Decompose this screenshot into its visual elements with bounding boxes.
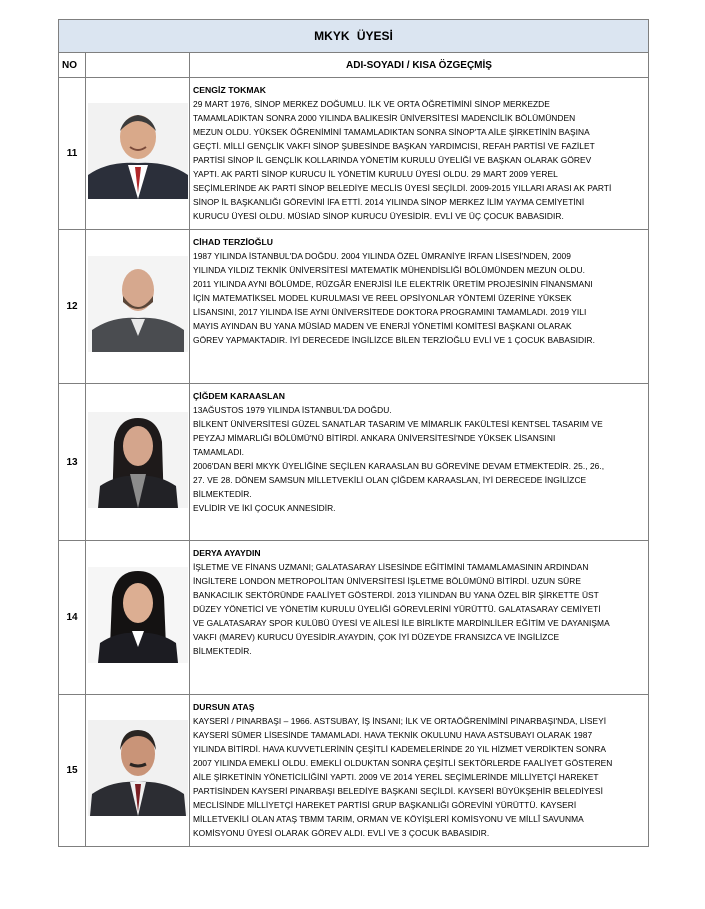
member-bio-cell [190, 78, 649, 230]
member-photo [88, 720, 188, 816]
row-number: 13 [59, 384, 86, 541]
row-number: 12 [59, 230, 86, 384]
member-photo-cell [86, 78, 190, 230]
header-row [59, 53, 649, 78]
member-photo-cell [86, 695, 190, 847]
member-bio-cell [190, 541, 649, 695]
member-bio: 29 MART 1976, SİNOP MERKEZ DOĞUMLU. İLK VE ORTA ÖĞRETİMİNİ SİNOP MERKEZDE TAMAMLADIKTAN SONRA 2000 YILINDA BALIKESİR ÜNİVERSİTESİ MADENCİLİK BÖLÜMÜNDEN MEZUN OLDU. YÜKSEK ÖĞRENİMİNİ TAMAMLADIKTAN SONRA SİNOP'TA AİLE ŞİRKETİNİN BAŞINA GEÇTİ. MİLLİ GENÇLİK VAKFI SİNOP ŞUBESİNDE BAŞKAN YARDIMCISI, REFAH PARTİSİ VE FAZİLET PARTİSİ SİNOP İL GENÇLİK KOLLARINDA YÖNETİM KURULU ÜYELİĞİ VE BAŞKAN OLARAK GÖREV YAPTI. AK PARTİ SİNOP KURUCU İL YÖNETİM KURULU ÜYESİ OLDU. 29 MART 2009 YEREL SEÇİMLERİNDE AK PARTİ SİNOP BELEDİYE MECLİS ÜYESİ SEÇİLDİ. 2009-2015 YILLARI ARASI AK PARTİ SİNOP İL BAŞKANLIĞI GÖREVİNİ İFA ETTİ. 2014 YILINDA SİNOP MERKEZ İLİM YAYMA CEMİYETİNİ KURUCU ÜYESİ OLDU. MÜSİAD SİNOP KURUCU ÜYESİDİR. EVLİ VE ÜÇ ÇOCUK BABASIDIR. [193, 99, 612, 221]
table-row [59, 541, 649, 695]
header-photo [86, 53, 190, 78]
header-no: NO [59, 53, 86, 78]
member-name: ÇİĞDEM KARAASLAN [193, 391, 285, 401]
member-bio-cell [190, 384, 649, 541]
member-bio: İŞLETME VE FİNANS UZMANI; GALATASARAY LİSESİNDE EĞİTİMİNİ TAMAMLAMASININ ARDINDAN İNGİLTERE LONDON METROPOLİTAN ÜNİVERSİTESİ İŞLETME BÖLÜMÜNÜ BİTİRDİ. UZUN SÜRE BANKACILIK SEKTÖRÜNDE FAALİYET GÖSTERDİ. 2013 YILINDAN BU YANA ÖZEL BİR ŞİRKETTE ÜST DÜZEY YÖNETİCİ VE YÖNETİM KURULU ÜYELİĞİ GÖREVLERİNİ YÜRÜTTÜ. GALATASARAY CEMİYETİ VE GALATASARAY SPOR KULÜBÜ ÜYESİ VE AİLESİ İLE BİRLİKTE MARDİNLİLER EĞİTİM VE DAYANIŞMA VAKFI (MAREV) KURUCU ÜYESİDİR.AYAYDIN, ÇOK İYİ DÜZEYDE FRANSIZCA VE İNGİLİZCE BİLMEKTEDİR. [193, 562, 610, 656]
member-photo-cell [86, 384, 190, 541]
member-bio: 1987 YILINDA İSTANBUL'DA DOĞDU. 2004 YILINDA ÖZEL ÜMRANİYE İRFAN LİSESİ'NDEN, 2009 YILINDA YILDIZ TEKNİK ÜNİVERSİTESİ MATEMATİK MÜHENDİSLİĞİ BÖLÜMÜNDEN MEZUN OLDU. 2011 YILINDA AYNI BÖLÜMDE, RÜZGÂR ENERJİSİ İLE ELEKTRİK ÜRETİM PROJESİNİN FİNANSMANI İÇİN MATEMATİKSEL MODEL KURULMASI VE REEL OPSİYONLAR YÖNTEMİ ÜZERİNE YÜKSEK LİSANSINI, 2017 YILINDA İSE AYNI ÜNİVERSİTEDE DOKTORA PROGRAMINI TAMAMLADI. 2019 YILI MAYIS AYINDAN BU YANA MÜSİAD MADEN VE ENERJİ YÖNETİMİ KOMİTESİ BAŞKANI OLARAK GÖREV YAPMAKTADIR. İYİ DERECEDE İNGİLİZCE BİLEN TERZİOĞLU EVLİ VE 1 ÇOCUK BABASIDIR. [193, 251, 595, 345]
member-name: CENGİZ TOKMAK [193, 85, 267, 95]
members-table [58, 19, 649, 847]
member-bio-cell [190, 695, 649, 847]
member-photo-cell [86, 230, 190, 384]
table-title: MKYK ÜYESİ [59, 20, 649, 53]
member-name: DERYA AYAYDIN [193, 548, 261, 558]
table-row [59, 230, 649, 384]
row-number: 11 [59, 78, 86, 230]
member-photo [88, 256, 188, 352]
member-photo-cell [86, 541, 190, 695]
member-photo [88, 567, 188, 663]
row-number: 15 [59, 695, 86, 847]
member-photo [88, 103, 188, 199]
row-number: 14 [59, 541, 86, 695]
member-bio: 13AĞUSTOS 1979 YILINDA İSTANBUL'DA DOĞDU. BİLKENT ÜNİVERSİTESİ GÜZEL SANATLAR TASARIM VE MİMARLIK FAKÜLTESİ KENTSEL TASARIM VE PEYZAJ MİMARLIĞI BÖLÜMÜ'NÜ BİTİRDİ. ANKARA ÜNİVERSİTESİ'NDE YÜKSEK LİSANSINI TAMAMLADI. 2006'DAN BERİ MKYK ÜYELİĞİNE SEÇİLEN KARAASLAN BU GÖREVİNE DEVAM ETMEKTEDİR. 25., 26., 27. VE 28. DÖNEM SAMSUN MİLLETVEKİLİ OLAN ÇİĞDEM KARAASLAN, İYİ DERECEDE İNGİLİZCE BİLMEKTEDİR. EVLİDİR VE İKİ ÇOCUK ANNESİDİR. [193, 405, 605, 513]
member-name: CİHAD TERZİOĞLU [193, 237, 273, 247]
member-name: DURSUN ATAŞ [193, 702, 255, 712]
table-row [59, 78, 649, 230]
member-photo [88, 412, 188, 508]
header-name-bio: ADI-SOYADI / KISA ÖZGEÇMİŞ [190, 53, 649, 78]
member-bio-cell [190, 230, 649, 384]
table-row [59, 695, 649, 847]
table-row [59, 384, 649, 541]
member-bio: KAYSERİ / PINARBAŞI – 1966. ASTSUBAY, İŞ İNSANI; İLK VE ORTAÖĞRENİMİNİ PINARBAŞI'NDA, LİSEYİ KAYSERİ SÜMER LİSESİNDE TAMAMLADI. HAVA TEKNİK OKULUNU HAVA ASTSUBAYI OLARAK 1987 YILINDA BİTİRDİ. HAVA KUVVETLERİNİN ÇEŞİTLİ KADEMELERİNDE 20 YIL HİZMET VERDİKTEN SONRA 2007 YILINDA EMEKLİ OLDU. EMEKLİ OLDUKTAN SONRA ÇEŞİTLİ SEKTÖRLERDE FAALİYET GÖSTEREN AİLE ŞİRKETİNİN YÖNETİCİLİĞİNİ YAPTI. 2009 VE 2014 YEREL SEÇİMLERİNDE MİLLİYETÇİ HAREKET PARTİSİNDEN KAYSERİ PINARBAŞI BELEDİYE BAŞKANI SEÇİLDİ. KAYSERİ BÜYÜKŞEHİR BELEDİYESİ MECLİSİNDE MİLLİYETÇİ HAREKET PARTİSİ GRUP BAŞKANLIĞI GÖREVİNİ YÜRÜTTÜ. KAYSERİ MİLLETVEKİLİ OLAN ATAŞ TBMM TARIM, ORMAN VE KÖYİŞLERİ KOMİSYONU VE MİLLÎ SAVUNMA KOMİSYONU ÜYESİ OLARAK GÖREV ALDI. EVLİ VE 3 ÇOCUK BABASIDIR. [193, 716, 613, 838]
